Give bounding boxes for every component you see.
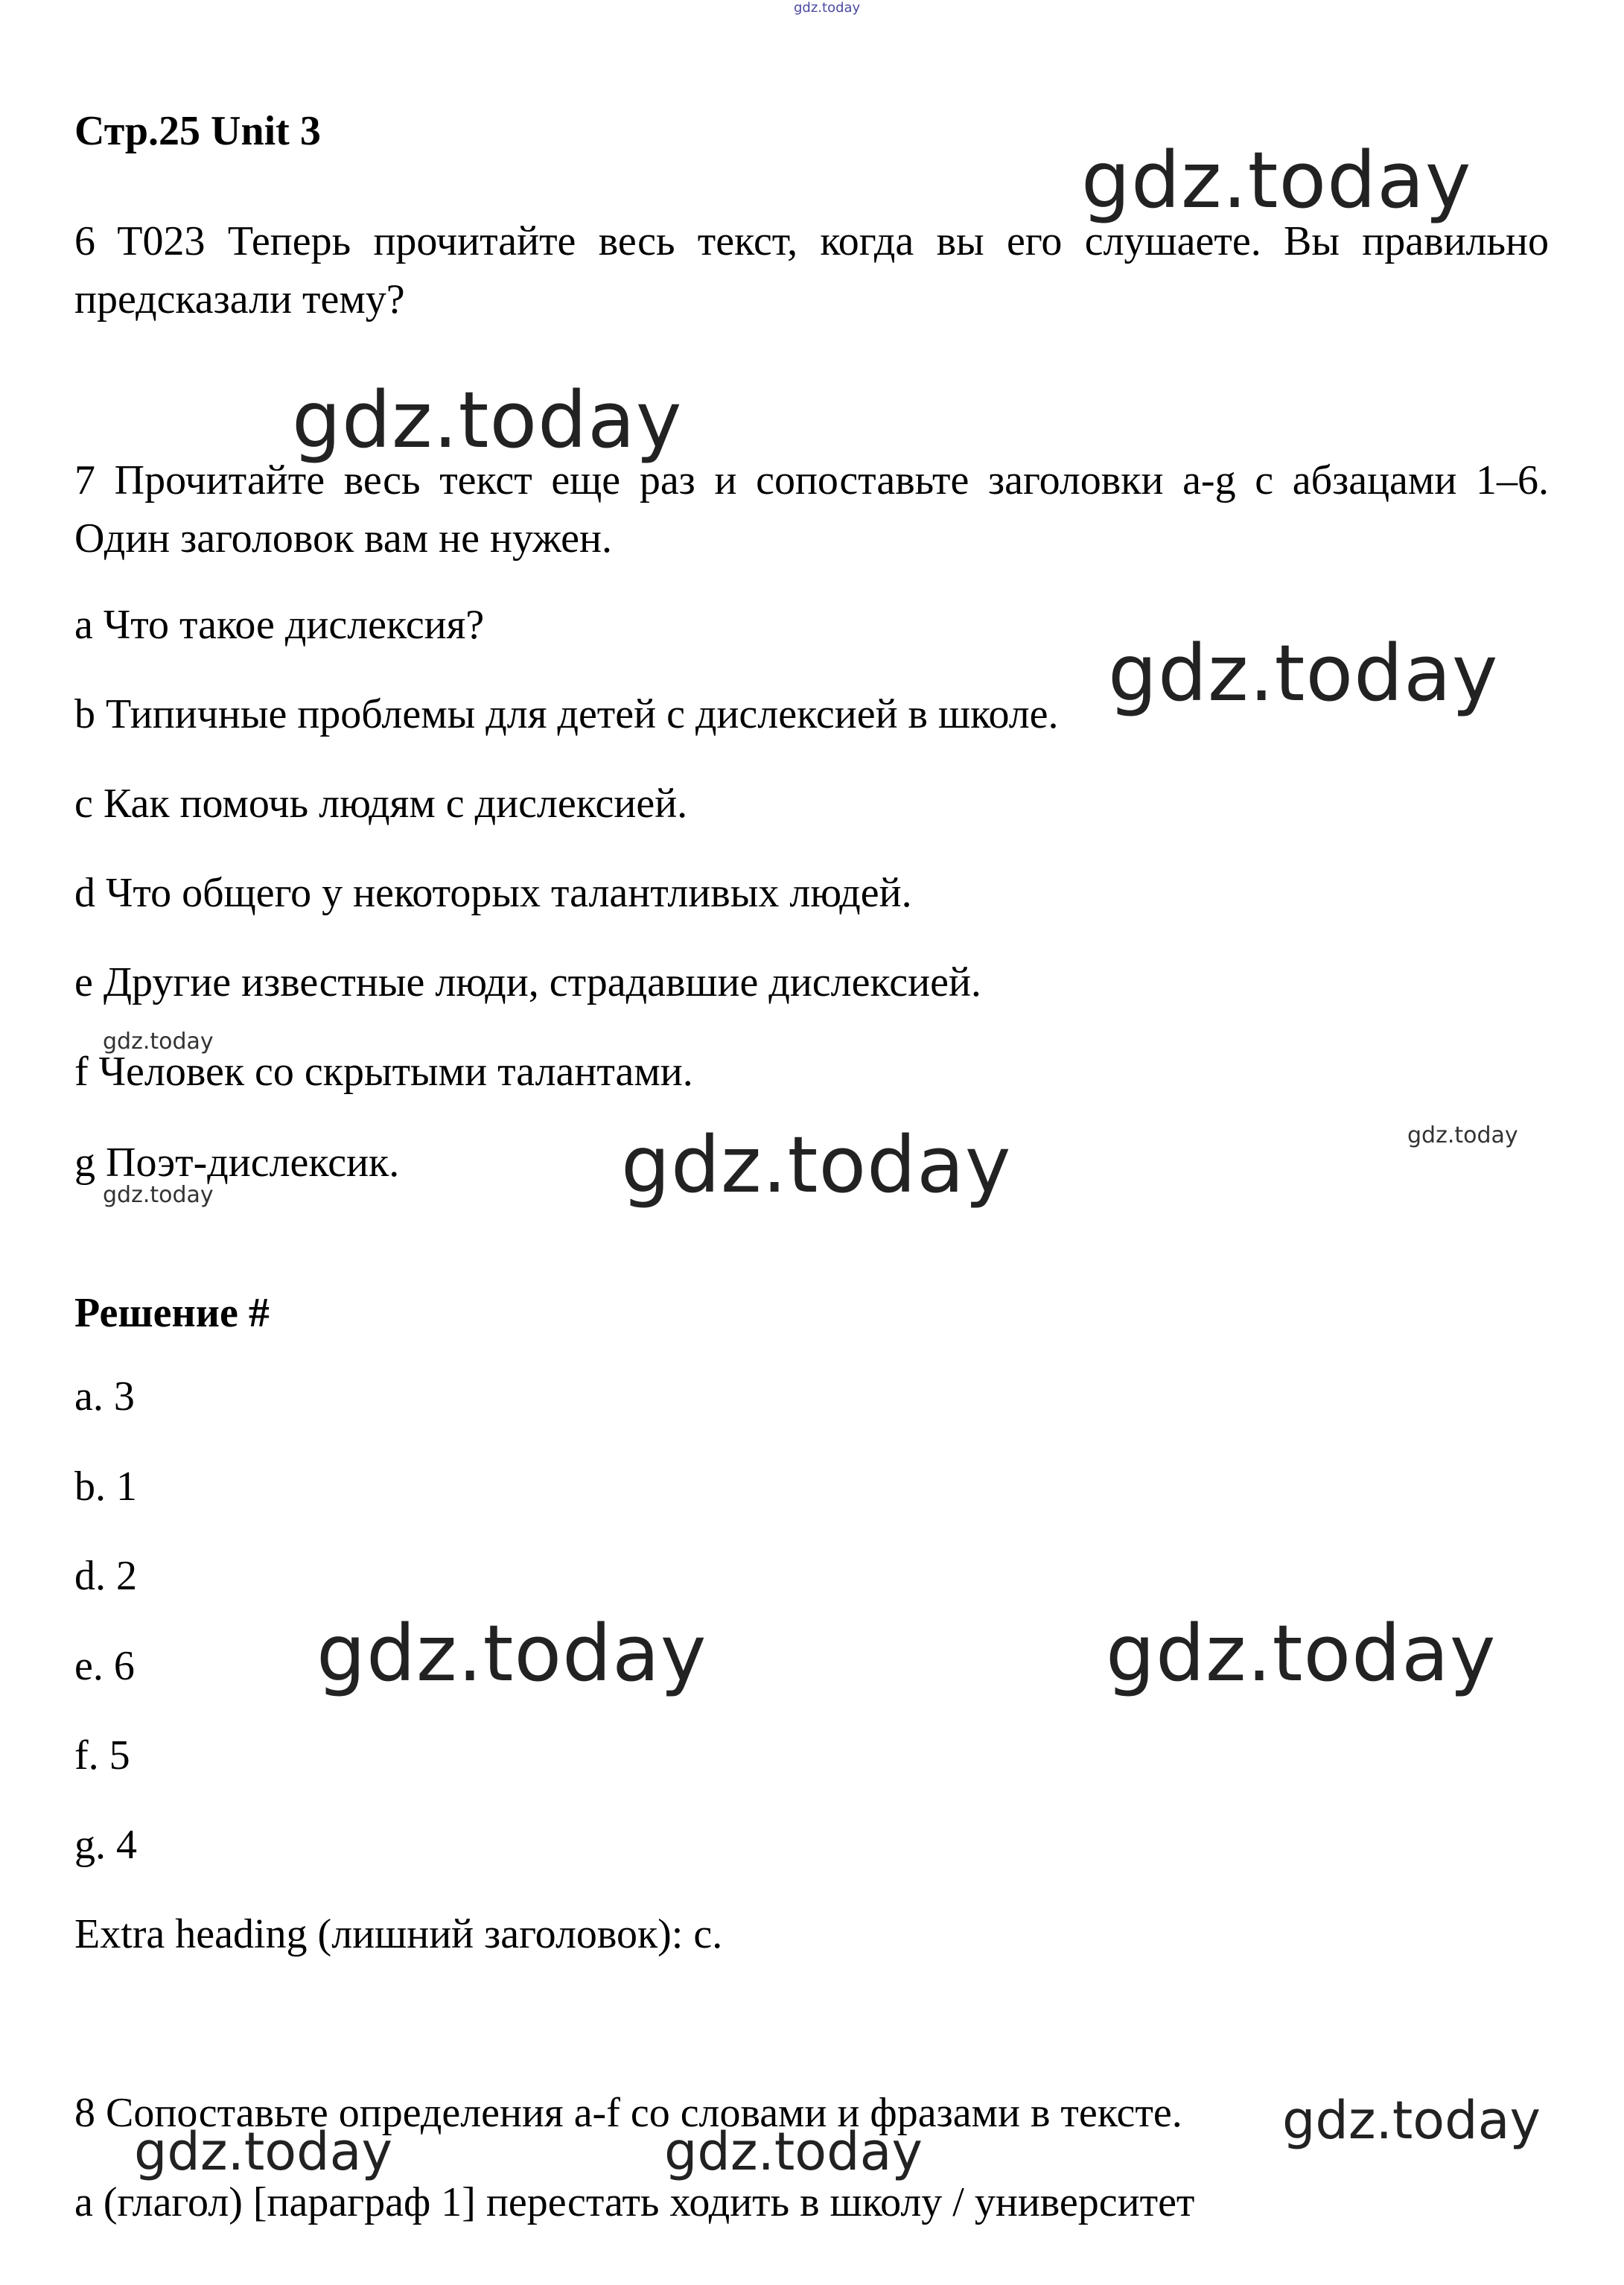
- watermark: gdz.today: [1081, 135, 1472, 226]
- task-7-item-d: d Что общего у некоторых талантливых людей.: [74, 870, 912, 916]
- watermark: gdz.today: [1108, 628, 1499, 719]
- task-7-item-a: a Что такое дислексия?: [74, 602, 485, 648]
- answer-f: f. 5: [74, 1732, 130, 1779]
- answer-a: a. 3: [74, 1373, 135, 1420]
- task-7-item-f: f Человек со скрытыми талантами.: [74, 1049, 693, 1095]
- watermark: gdz.today: [1407, 1122, 1518, 1148]
- watermark: gdz.today: [1106, 1608, 1497, 1699]
- answer-g: g. 4: [74, 1822, 137, 1868]
- task-6-text: 6 T023 Теперь прочитайте весь текст, когда вы его слушаете. Вы правильно предсказали тему?: [74, 218, 1549, 322]
- extra-heading: Extra heading (лишний заголовок): c.: [74, 1911, 723, 1957]
- task-7-text: 7 Прочитайте весь текст еще раз и сопоставьте заголовки a-g с абзацами 1–6. Один заголовок вам не нужен.: [74, 457, 1549, 562]
- answer-d: d. 2: [74, 1553, 137, 1599]
- watermark-top: gdz.today: [794, 0, 861, 16]
- page-title: Стр.25 Unit 3: [74, 108, 321, 154]
- task-7-item-b: b Типичные проблемы для детей с дислексией в школе.: [74, 691, 1059, 737]
- watermark: gdz.today: [103, 1182, 214, 1208]
- task-7-item-g: g Поэт-дислексик.: [74, 1140, 400, 1186]
- watermark: gdz.today: [134, 2121, 392, 2182]
- task-8-text: 8 Сопоставьте определения a-f со словами и фразами в тексте.: [74, 2090, 1182, 2136]
- task-8-item-a: a (глагол) [параграф 1] перестать ходить в школу / университет: [74, 2179, 1195, 2225]
- watermark: gdz.today: [1282, 2090, 1541, 2151]
- solution-heading: Решение #: [74, 1290, 270, 1336]
- watermark: gdz.today: [292, 375, 683, 465]
- watermark: gdz.today: [316, 1608, 707, 1699]
- answer-e: e. 6: [74, 1643, 135, 1689]
- task-7-item-c: c Как помочь людям с дислексией.: [74, 781, 688, 827]
- watermark: gdz.today: [664, 2121, 923, 2182]
- task-7-item-e: e Другие известные люди, страдавшие дислексией.: [74, 959, 981, 1005]
- watermark: gdz.today: [621, 1119, 1012, 1210]
- watermark: gdz.today: [103, 1029, 214, 1055]
- answer-b: b. 1: [74, 1464, 137, 1510]
